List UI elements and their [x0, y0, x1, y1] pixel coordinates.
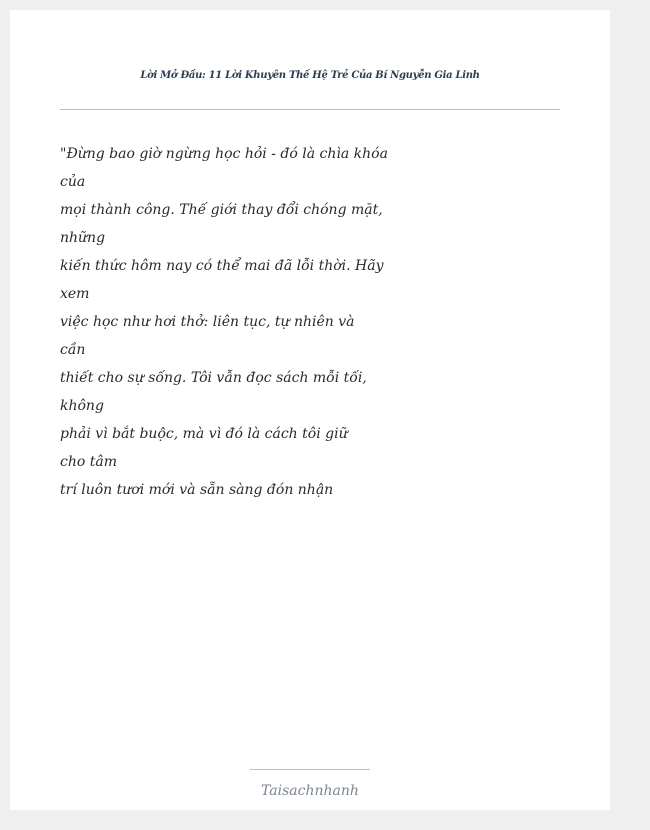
body-line: việc học như hơi thở: liên tục, tự nhiên và: [60, 314, 355, 330]
page-title: Lời Mở Đầu: 11 Lời Khuyên Thế Hệ Trẻ Của Bí Nguyễn Gia Linh: [140, 70, 480, 81]
body-line: cần: [60, 342, 86, 358]
body-line: trí luôn tươi mới và sẵn sàng đón nhận: [60, 482, 334, 498]
body-line: thiết cho sự sống. Tôi vẫn đọc sách mỗi tối,: [60, 370, 367, 386]
body-line: xem: [60, 286, 90, 302]
title-divider: [60, 109, 560, 110]
footer-brand: Taisachnhanh: [261, 783, 359, 799]
body-text: [60, 140, 388, 504]
body-line: "Đừng bao giờ ngừng học hỏi - đó là chìa khóa: [60, 146, 388, 162]
body-line: mọi thành công. Thế giới thay đổi chóng mặt,: [60, 202, 383, 218]
body-line: phải vì bắt buộc, mà vì đó là cách tôi giữ: [60, 426, 348, 442]
body-line: những: [60, 230, 106, 246]
footer-divider: [250, 769, 370, 770]
body-line: cho tâm: [60, 454, 117, 470]
body-line: của: [60, 174, 86, 190]
document-page: [10, 10, 610, 810]
body-line: kiến thức hôm nay có thể mai đã lỗi thời. Hãy: [60, 258, 384, 274]
body-line: không: [60, 398, 104, 414]
